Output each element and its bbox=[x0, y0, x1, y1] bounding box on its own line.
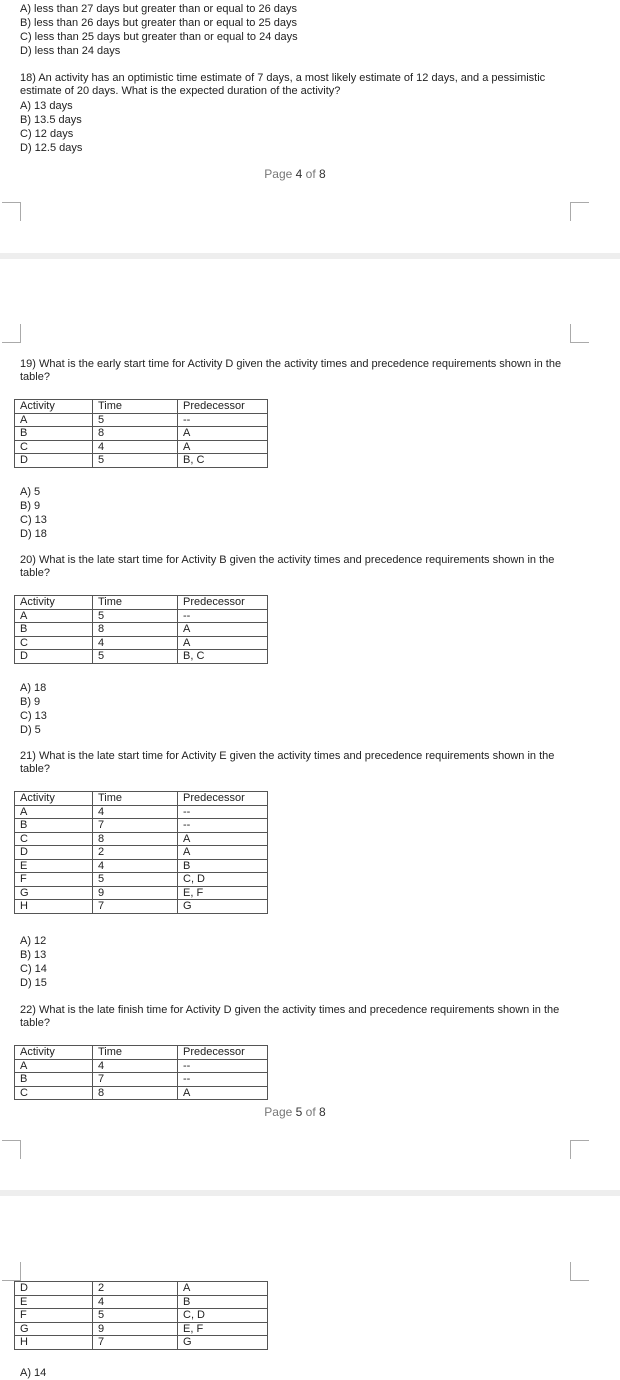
table-row: C 4 A bbox=[15, 440, 268, 454]
q22-text: 22) What is the late finish time for Activity D given the activity times and precedence requirements shown in the table? bbox=[20, 1004, 560, 1029]
table-row: D 5 B, C bbox=[15, 650, 268, 664]
crop-mark bbox=[570, 324, 589, 343]
table-header-row bbox=[15, 596, 268, 610]
q17-option-b: B) less than 26 days but greater than or equal to 25 days bbox=[20, 17, 298, 29]
q18-option-c: C) 12 days bbox=[20, 128, 74, 140]
table-row: F 5 C, D bbox=[15, 873, 268, 887]
table-row: D 5 B, C bbox=[15, 454, 268, 468]
table-row: C 4 A bbox=[15, 636, 268, 650]
table-row: H 7 G bbox=[15, 900, 268, 914]
header-predecessor: Predecessor bbox=[178, 792, 268, 806]
q17-option-c: C) less than 25 days but greater than or equal to 24 days bbox=[20, 31, 298, 43]
page-separator bbox=[0, 253, 620, 259]
q17-option-a: A) less than 27 days but greater than or equal to 26 days bbox=[20, 3, 298, 15]
page-number-4: Page 4 of 8 bbox=[264, 167, 326, 181]
header-time: Time bbox=[93, 596, 178, 610]
table-row: A 4 -- bbox=[15, 805, 268, 819]
page-number-5: Page 5 of 8 bbox=[264, 1105, 326, 1119]
q17-option-d: D) less than 24 days bbox=[20, 45, 121, 57]
header-activity: Activity bbox=[15, 792, 93, 806]
q18-option-b: B) 13.5 days bbox=[20, 114, 82, 126]
table-row: E 4 B bbox=[15, 859, 268, 873]
q19-table bbox=[14, 399, 268, 468]
q20-option-a: A) 18 bbox=[20, 682, 47, 694]
q21-option-d: D) 15 bbox=[20, 977, 47, 989]
q21-table bbox=[14, 791, 268, 914]
q22-table bbox=[14, 1045, 268, 1100]
crop-mark bbox=[2, 202, 21, 221]
crop-mark bbox=[2, 1140, 21, 1159]
q20-table bbox=[14, 595, 268, 664]
table-row: A 4 -- bbox=[15, 1059, 268, 1073]
table-row: H 7 G bbox=[15, 1336, 268, 1350]
q20-option-c: C) 13 bbox=[20, 710, 47, 722]
q19-option-d: D) 18 bbox=[20, 528, 47, 540]
table-header-row bbox=[15, 1046, 268, 1060]
table-row: G 9 E, F bbox=[15, 886, 268, 900]
q22-option-a: A) 14 bbox=[20, 1367, 47, 1379]
q19-option-c: C) 13 bbox=[20, 514, 47, 526]
table-row: G 9 E, F bbox=[15, 1322, 268, 1336]
q20-option-b: B) 9 bbox=[20, 696, 41, 708]
page-separator bbox=[0, 1190, 620, 1196]
q21-option-a: A) 12 bbox=[20, 935, 47, 947]
table-row: A 5 -- bbox=[15, 609, 268, 623]
header-predecessor: Predecessor bbox=[178, 1046, 268, 1060]
table-row: B 8 A bbox=[15, 623, 268, 637]
header-activity: Activity bbox=[15, 1046, 93, 1060]
q18-text: 18) An activity has an optimistic time estimate of 7 days, a most likely estimate of 12 days, and a pessimistic estimate of 20 days. What is the expected duration of the activity? bbox=[20, 72, 546, 97]
q20-text: 20) What is the late start time for Activity B given the activity times and precedence requirements shown in the table? bbox=[20, 554, 555, 579]
q21-option-b: B) 13 bbox=[20, 949, 47, 961]
table-row: D 2 A bbox=[15, 1282, 268, 1296]
header-time: Time bbox=[93, 400, 178, 414]
header-predecessor: Predecessor bbox=[178, 596, 268, 610]
q20-option-d: D) 5 bbox=[20, 724, 41, 736]
header-time: Time bbox=[93, 792, 178, 806]
table-header-row bbox=[15, 792, 268, 806]
header-time: Time bbox=[93, 1046, 178, 1060]
q19-option-a: A) 5 bbox=[20, 486, 41, 498]
crop-mark bbox=[570, 1262, 589, 1281]
table-row: C 8 A bbox=[15, 1086, 268, 1100]
q18-option-d: D) 12.5 days bbox=[20, 142, 83, 154]
header-predecessor: Predecessor bbox=[178, 400, 268, 414]
table-row: D 2 A bbox=[15, 846, 268, 860]
table-row: A 5 -- bbox=[15, 413, 268, 427]
q18-option-a: A) 13 days bbox=[20, 100, 73, 112]
table-header-row bbox=[15, 400, 268, 414]
q21-text: 21) What is the late start time for Activity E given the activity times and precedence requirements shown in the table? bbox=[20, 750, 555, 775]
header-activity: Activity bbox=[15, 596, 93, 610]
crop-mark bbox=[570, 202, 589, 221]
table-row: B 7 -- bbox=[15, 1073, 268, 1087]
crop-mark bbox=[570, 1140, 589, 1159]
crop-mark bbox=[2, 1262, 21, 1281]
table-row: F 5 C, D bbox=[15, 1309, 268, 1323]
table-row: E 4 B bbox=[15, 1295, 268, 1309]
table-row: B 8 A bbox=[15, 427, 268, 441]
table-row: C 8 A bbox=[15, 832, 268, 846]
q21-option-c: C) 14 bbox=[20, 963, 47, 975]
q19-option-b: B) 9 bbox=[20, 500, 41, 512]
crop-mark bbox=[2, 324, 21, 343]
table-row: B 7 -- bbox=[15, 819, 268, 833]
q22-table-continued bbox=[14, 1281, 268, 1350]
header-activity: Activity bbox=[15, 400, 93, 414]
q19-text: 19) What is the early start time for Activity D given the activity times and precedence requirements shown in the table? bbox=[20, 358, 562, 383]
